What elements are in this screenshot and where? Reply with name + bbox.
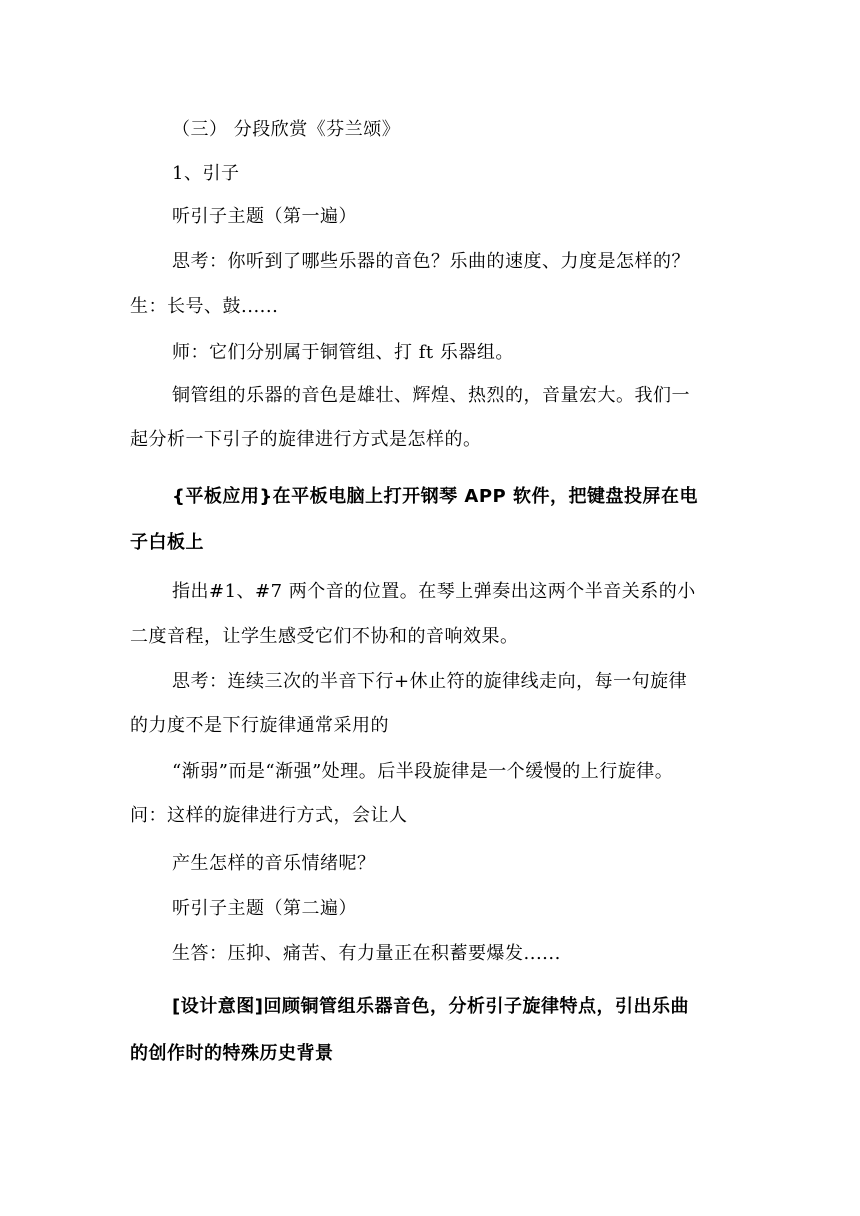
design-intent-line-1: [设计意图]回顾铜管组乐器音色，分析引子旋律特点，引出乐曲 <box>172 996 689 1017</box>
sub-heading: 1、引子 <box>172 163 240 184</box>
section-heading: （三） 分段欣赏《芬兰颂》 <box>172 119 401 140</box>
teacher-response-1: 师：它们分别属于铜管组、打 ft 乐器组。 <box>172 342 514 363</box>
design-intent-line-2: 的创作时的特殊历史背景 <box>130 1043 334 1064</box>
point-out-line-1: 指出#1、#7 两个音的位置。在琴上弹奏出这两个半音关系的小 <box>172 581 696 602</box>
dynamics-line-1: “渐弱”而是“渐强”处理。后半段旋律是一个缓慢的上行旋律。 <box>172 761 674 782</box>
brass-paragraph-line-2: 起分析一下引子的旋律进行方式是怎样的。 <box>130 429 482 450</box>
tablet-application-line-1: {平板应用}在平板电脑上打开钢琴 APP 软件，把键盘投屏在电 <box>172 486 698 507</box>
tablet-application-line-2: 子白板上 <box>130 532 204 553</box>
student-answer-2: 生答：压抑、痛苦、有力量正在积蓄要爆发...... <box>172 943 561 964</box>
dynamics-line-2: 问：这样的旋律进行方式，会让人 <box>130 805 408 826</box>
brass-paragraph-line-1: 铜管组的乐器的音色是雄壮、辉煌、热烈的，音量宏大。我们一 <box>172 385 690 406</box>
question-2-line-1: 思考：连续三次的半音下行+休止符的旋律线走向，每一句旋律 <box>172 671 688 692</box>
point-out-line-2: 二度音程，让学生感受它们不协和的音响效果。 <box>130 626 519 647</box>
student-answer-1: 生：长号、鼓...... <box>130 296 279 317</box>
question-2-line-2: 的力度不是下行旋律通常采用的 <box>130 715 389 736</box>
question-1-text: 思考：你听到了哪些乐器的音色？乐曲的速度、力度是怎样的？ <box>172 251 690 272</box>
listen-first-text: 听引子主题（第一遍） <box>172 206 357 227</box>
emotion-question: 产生怎样的音乐情绪呢？ <box>172 853 376 874</box>
listen-second-text: 听引子主题（第二遍） <box>172 898 357 919</box>
